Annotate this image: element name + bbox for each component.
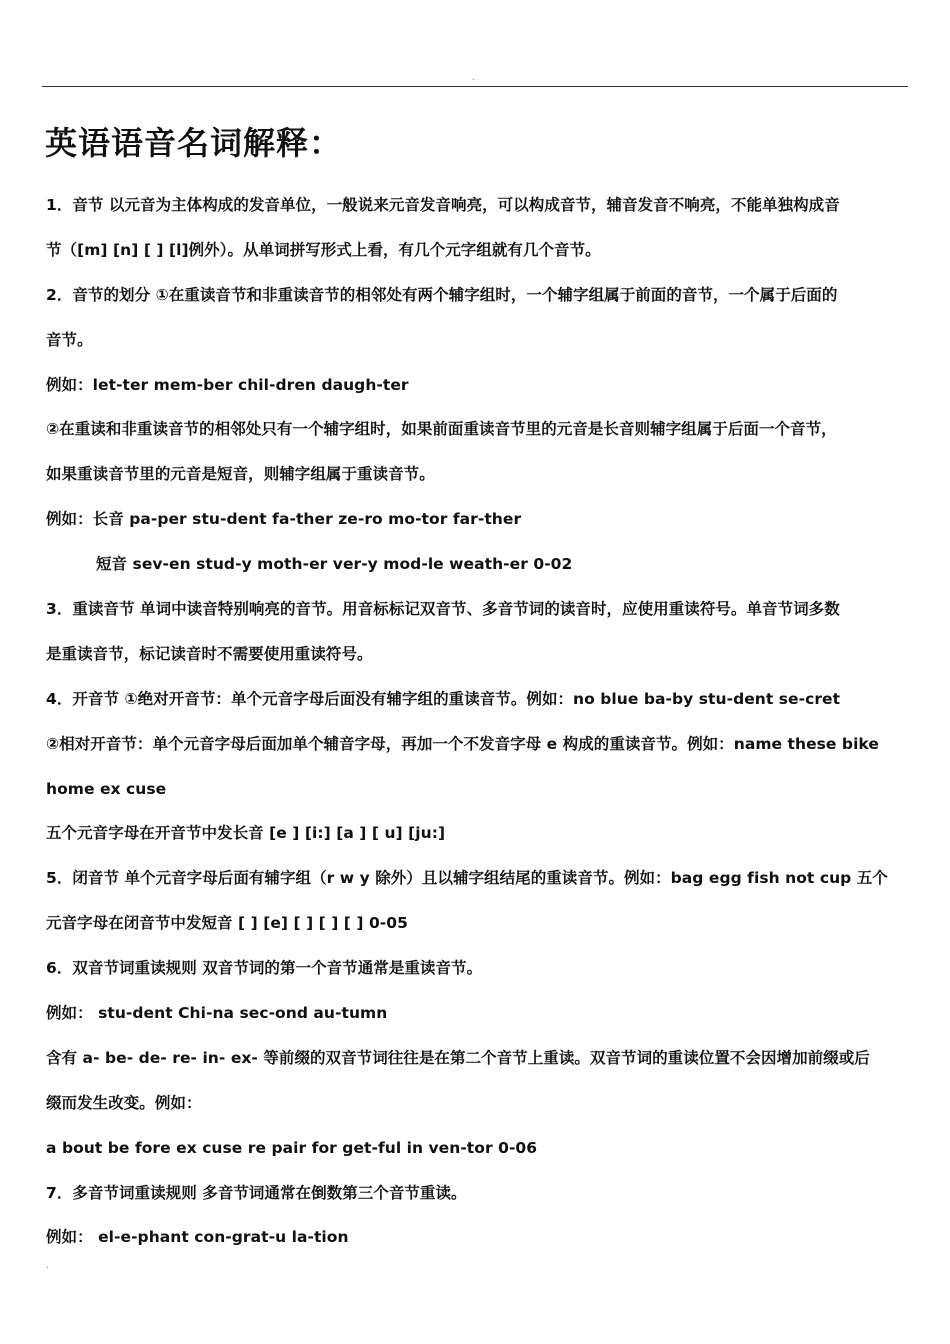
text-line: 短音 sev-en stud-y moth-er ver-y mod-le weath-er 0-02 <box>96 555 573 574</box>
text-line: 缀而发生改变。例如： <box>46 1093 202 1112</box>
text-line: 6．双音节词重读规则 双音节词的第一个音节通常是重读音节。 <box>46 959 483 978</box>
text-line: 元音字母在闭音节中发短音 [ ] [e] [ ] [ ] [ ] 0-05 <box>46 914 408 933</box>
header-divider <box>42 86 908 87</box>
document-body <box>46 183 908 1260</box>
text-line: ②在重读和非重读音节的相邻处只有一个辅字组时，如果前面重读音节里的元音是长音则辅字组属于后面一个音节， <box>46 420 837 439</box>
text-line: 7．多音节词重读规则 多音节词通常在倒数第三个音节重读。 <box>46 1183 467 1202</box>
text-line: 音节。 <box>46 330 93 349</box>
text-line: 2．音节的划分 ①在重读音节和非重读音节的相邻处有两个辅字组时，一个辅字组属于前面的音节，一个属于后面的 <box>46 285 838 304</box>
text-line: home ex cuse <box>46 779 167 798</box>
text-line: 1．音节 以元音为主体构成的发音单位，一般说来元音发音响亮，可以构成音节，辅音发音不响亮，不能单独构成音 <box>46 196 840 214</box>
text-line: 是重读音节，标记读音时不需要使用重读符号。 <box>46 644 373 663</box>
text-line: a bout be fore ex cuse re pair for get-ful in ven-tor 0-06 <box>46 1138 538 1157</box>
text-line: 例如： stu-dent Chi-na sec-ond au-tumn <box>46 1004 388 1023</box>
text-line: 4．开音节 ①绝对开音节：单个元音字母后面没有辅字组的重读音节。例如：no blue ba-by stu-dent se-cret <box>46 689 841 708</box>
text-line: 例如：let-ter mem-ber chil-dren daugh-ter <box>46 375 409 394</box>
text-line: 节（[m] [n] [ ] [l]例外）。从单词拼写形式上看，有几个元字组就有几个音节。 <box>46 240 601 259</box>
text-line: 3．重读音节 单词中读音特别响亮的音节。用音标标记双音节、多音节词的读音时，应使用重读符号。单音节词多数 <box>46 600 840 619</box>
text-line: 例如： el-e-phant con-grat-u la-tion <box>46 1228 349 1247</box>
text-line: 5．闭音节 单个元音字母后面有辅字组（r w y 除外）且以辅字组结尾的重读音节。例如：bag egg fish not cup 五个 <box>46 869 888 888</box>
footer-mark: . <box>46 1261 49 1270</box>
page-title: 英语语音名词解释： <box>45 124 343 162</box>
text-line: 如果重读音节里的元音是短音，则辅字组属于重读音节。 <box>46 465 435 484</box>
text-line: 例如：长音 pa-per stu-dent fa-ther ze-ro mo-tor far-ther <box>46 510 522 529</box>
header-mark: . <box>472 73 475 82</box>
text-line: ②相对开音节：单个元音字母后面加单个辅音字母，再加一个不发音字母 e 构成的重读音节。例如：name these bike <box>46 734 879 753</box>
text-line: 含有 a- be- de- re- in- ex- 等前缀的双音节词往往是在第二个音节上重读。双音节词的重读位置不会因增加前缀或后 <box>46 1048 870 1067</box>
text-line: 五个元音字母在开音节中发长音 [e ] [i:] [a ] [ u] [ju:] <box>46 824 446 843</box>
